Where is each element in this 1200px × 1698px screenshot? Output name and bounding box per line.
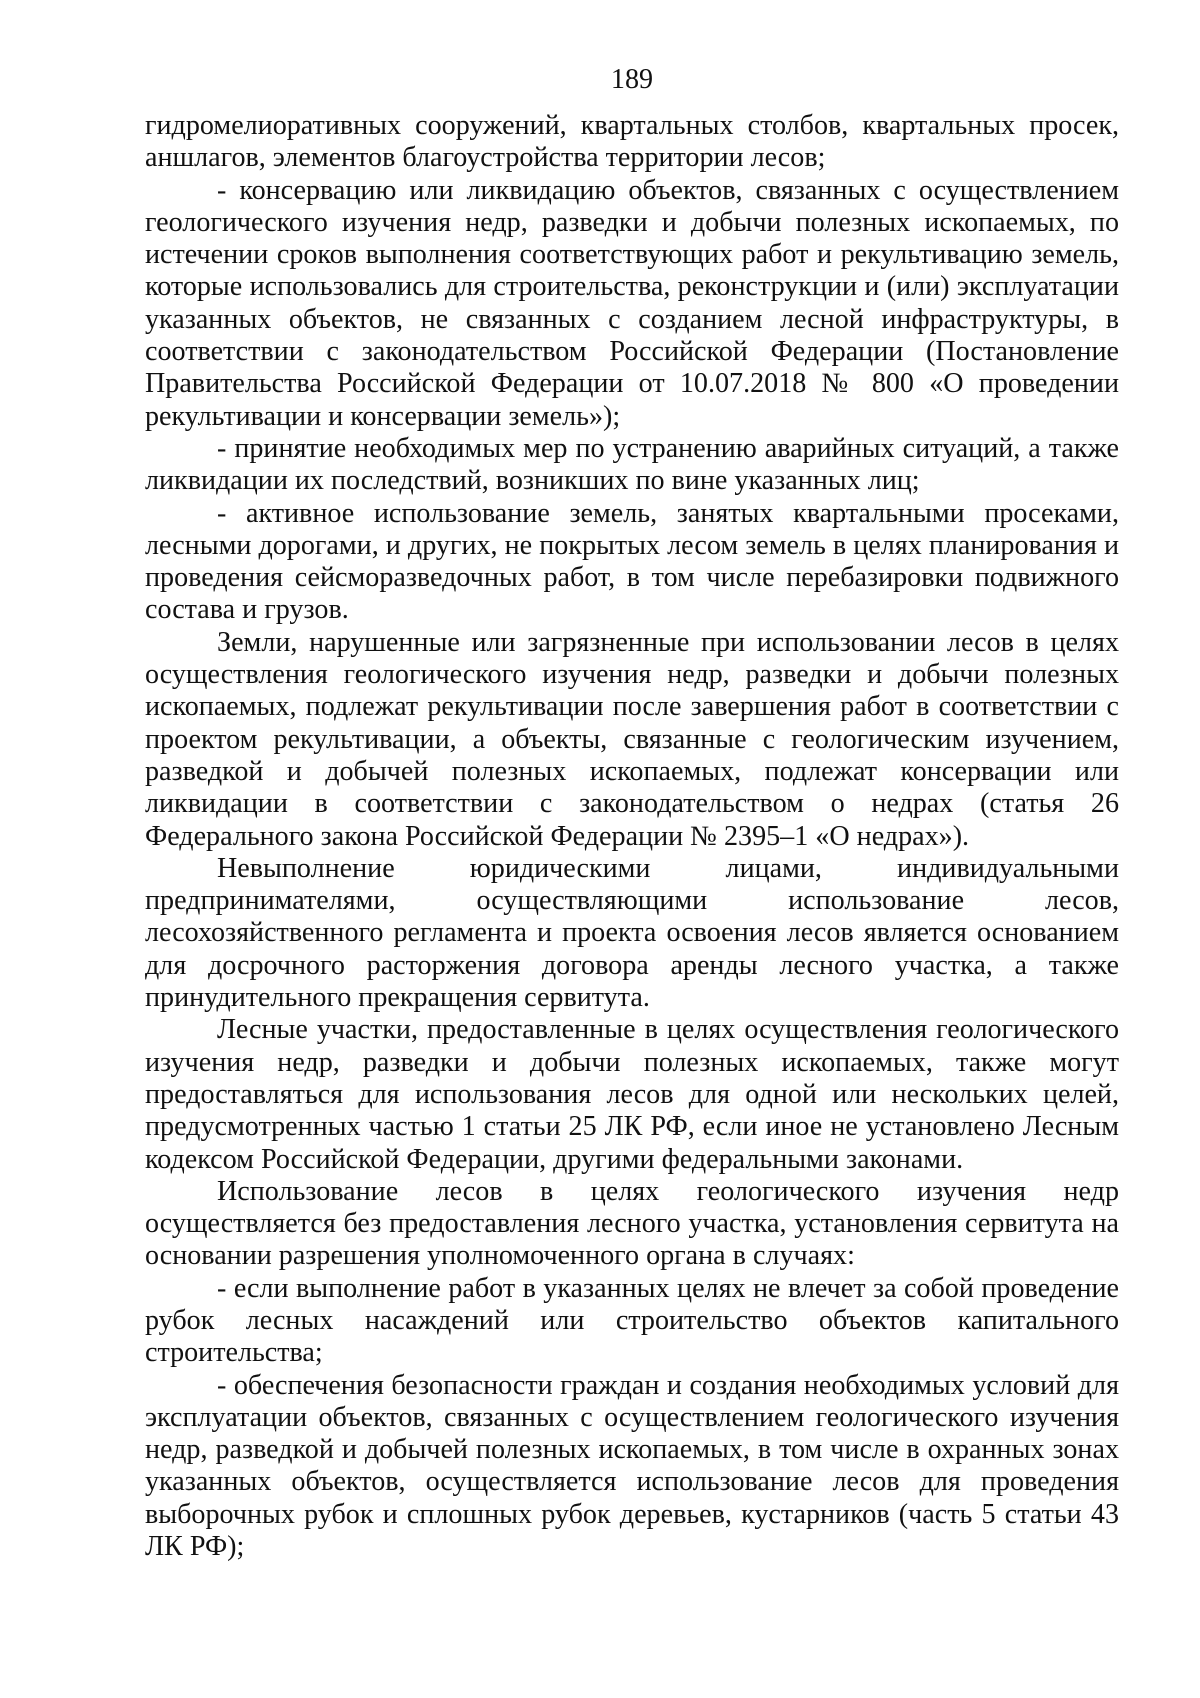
paragraph-non-compliance: Невыполнение юридическими лицами, индивидуальными предпринимателями, осуществляющими использование лесов, лесохозяйственного регламента и проекта освоения лесов является основанием для досрочного расторжения договора аренды лесного участка, а также принудительного прекращения сервитута. [145,852,1119,1014]
list-item-active-land-use: - активное использование земель, занятых квартальными просеками, лесными дорогами, и других, не покрытых лесом земель в целях планирования и проведения сейсморазведочных работ, в том числе перебазировки подвижного состава и грузов. [145,497,1119,626]
list-item-conservation: - консервацию или ликвидацию объектов, связанных с осуществлением геологического изучения недр, разведки и добычи полезных ископаемых, по истечении сроков выполнения соответствующих работ и рекультивацию земель, которые использовались для строительства, реконструкции и (или) эксплуатации указанных объектов, не связанных с созданием лесной инфраструктуры, в соответствии с законодательством Российской Федерации (Постановление Правительства Российской Федерации от 10.07.2018 № 800 «О проведении рекультивации и консервации земель»); [145,174,1119,432]
list-item-no-felling: - если выполнение работ в указанных целях не влечет за собой проведение рубок лесных насаждений или строительство объектов капитального строительства; [145,1272,1119,1369]
list-item-safety: - обеспечения безопасности граждан и создания необходимых условий для эксплуатации объектов, связанных с осуществлением геологического изучения недр, разведкой и добычей полезных ископаемых, в том числе в охранных зонах указанных объектов, осуществляется использование лесов для проведения выборочных рубок и сплошных рубок деревьев, кустарников (часть 5 статьи 43 ЛК РФ); [145,1369,1119,1563]
paragraph-forest-plots: Лесные участки, предоставленные в целях осуществления геологического изучения недр, разведки и добычи полезных ископаемых, также могут предоставляться для использования лесов для одной или нескольких целей, предусмотренных частью 1 статьи 25 ЛК РФ, если иное не установлено Лесным кодексом Российской Федерации, другими федеральными законами. [145,1014,1119,1175]
page-number: 189 [610,64,654,95]
list-item-emergency-measures: - принятие необходимых мер по устранению аварийных ситуаций, а также ликвидации их последствий, возникших по вине указанных лиц; [145,432,1119,497]
paragraph-usage-without-plot: Использование лесов в целях геологического изучения недр осуществляется без предоставления лесного участка, установления сервитута на основании разрешения уполномоченного органа в случаях: [145,1175,1119,1272]
paragraph-continuation: гидромелиоративных сооружений, квартальных столбов, квартальных просек, аншлагов, элементов благоустройства территории лесов; [145,110,1119,174]
paragraph-land-reclamation: Земли, нарушенные или загрязненные при использовании лесов в целях осуществления геологического изучения недр, разведки и добычи полезных ископаемых, подлежат рекультивации после завершения работ в соответствии с проектом рекультивации, а объекты, связанные с геологическим изучением, разведкой и добычей полезных ископаемых, подлежат консервации или ликвидации в соответствии с законодательством о недрах (статья 26 Федерального закона Российской Федерации № 2395–1 «О недрах»). [145,626,1119,852]
